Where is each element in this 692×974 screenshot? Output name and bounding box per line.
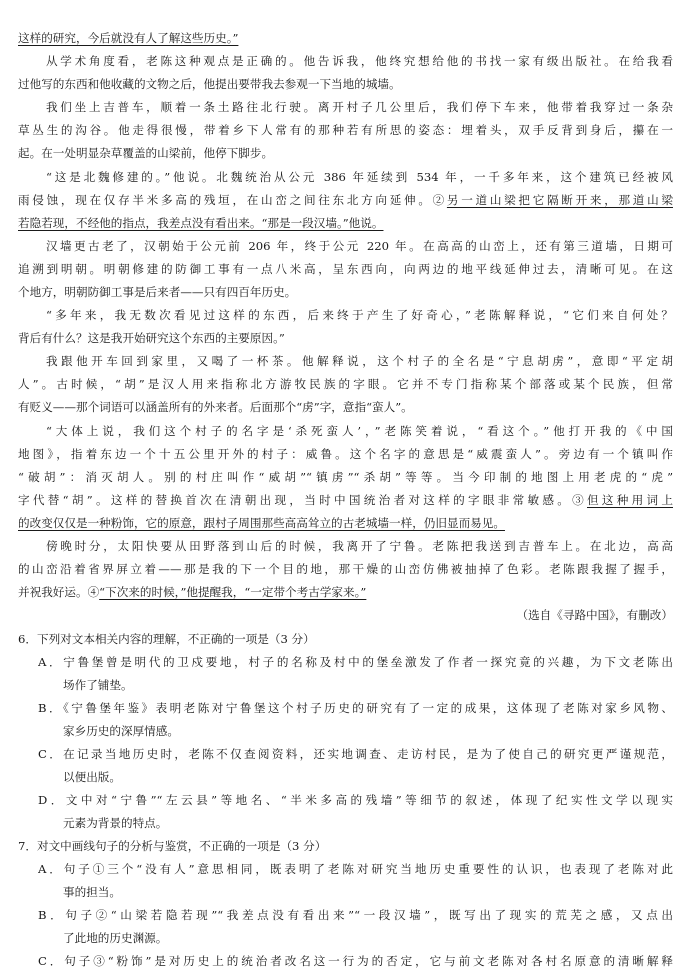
passage-line: 草丛生的沟谷。他走得很慢，带着乡下人常有的那种若有所思的姿态：埋着头，双手反背到身后，攥在一 [18, 123, 673, 137]
passage-line: 傍晚时分，太阳快要从田野落到山后的时候，我离开了宁鲁。老陈把我送到吉普车上。在北边，高高 [46, 539, 673, 553]
underlined-sentence-3: 但这种用词上 [587, 493, 673, 507]
source-citation: （选自《寻路中国》，有删改） [516, 608, 673, 622]
passage-line: “大体上说，我们这个村子的名字是‘杀死蛮人’，”老陈笑着说，“看这个。”他打开我的《中国 [46, 424, 673, 438]
question-7-option-b: B．句子②“山梁若隐若现”“我差点没有看出来”“一段汉墙”，既写出了现实的荒芜之感，又点出 [38, 908, 673, 922]
underlined-sentence-4: “下次来的时候，”他提醒我，“一定带个考古学家来。” [99, 585, 367, 599]
underlined-sentence-3: 的改变仅仅是一种粉饰，它的原意，跟村子周围那些高高耸立的古老城墙一样，仍旧显而易见。 [18, 516, 505, 530]
passage-line: 追溯到明朝。明朝修建的防御工事有一点八米高，呈东西向，向两边的地平线延伸过去，清晰可见。在这 [18, 262, 673, 276]
passage-line: 的山峦沿着省界屏立着——那是我的下一个目的地，那干燥的山峦仿佛被抽掉了色彩。老陈跟我握了握手， [18, 562, 673, 576]
question-6-option-b: B．《宁鲁堡年鉴》表明老陈对宁鲁堡这个村子历史的研究有了一定的成果，这体现了老陈对家乡风物、 [38, 701, 673, 715]
passage-line: 我跟他开车回到家里，又喝了一杯茶。他解释说，这个村子的全名是“宁息胡虏”，意即“平定胡 [46, 354, 673, 368]
passage-line: 汉墙更古老了，汉朝始于公元前 206 年，终于公元 220 年。在高高的山峦上，还有第三道墙，日期可 [46, 239, 673, 253]
question-6-option-b-cont: 家乡历史的深厚情感。 [63, 724, 179, 738]
underlined-sentence-2: 若隐若现，不经他的指点，我差点没有看出来。“那是一段汉墙。”他说。 [18, 216, 384, 230]
passage-line: 地图》，指着东边一个十五公里开外的村子：威鲁。这个名字的意思是“威震蛮人”。旁边有一个镇叫作 [18, 447, 673, 461]
question-6-option-c: C．在记录当地历史时，老陈不仅查阅资料，还实地调查、走访村民，是为了使自己的研究更严谨规范， [38, 747, 673, 761]
question-6-stem: 6．下列对文本相关内容的理解，不正确的一项是（3 分） [18, 632, 315, 646]
passage-line: 个地方，明朝防御工事是后来者——只有四百年历史。 [18, 285, 297, 299]
passage-line [18, 512, 673, 536]
question-7-option-b-cont: 了此地的历史渊源。 [63, 931, 168, 945]
question-6-option-c-cont: 以便出版。 [63, 770, 121, 784]
passage-line: 起。在一处明显杂草覆盖的山梁前，他停下脚步。 [18, 146, 274, 160]
question-7-option-c: C．句子③“粉饰”是对历史上的统治者改名这一行为的否定，它与前文老陈对各村名原意的清晰解释 [38, 954, 673, 968]
passage-line [18, 212, 673, 236]
passage-line: 雨侵蚀，现在仅存半米多高的残垣，在山峦之间往东北方向延伸。②另一道山梁把它隔断开来，那道山梁 [18, 193, 673, 207]
question-6-option-d: D．文中对“宁鲁”“左云县”等地名、“半米多高的残墙”等细节的叙述，体现了纪实性文学以现实 [38, 793, 673, 807]
passage-line: 人”。古时候，“胡”是汉人用来指称北方游牧民族的字眼。它并不专门指称某个部落或某个民族，但常 [18, 377, 673, 391]
passage-line: 有贬义——那个词语可以涵盖所有的外来者。后面那个“虏”字，意指“蛮人”。 [18, 400, 413, 414]
passage-line: 这样的研究，今后就没有人了解这些历史。” [18, 31, 239, 45]
passage-line: 我们坐上吉普车，顺着一条土路往北行驶。离开村子几公里后，我们停下车来，他带着我穿过一条杂 [46, 100, 673, 114]
passage-line: 从学术角度看，老陈这种观点是正确的。他告诉我，他终究想给他的书找一家有级出版社。在给我看 [46, 54, 673, 68]
question-7-option-a: A．句子①三个“没有人”意思相同，既表明了老陈对研究当地历史重要性的认识，也表现了老陈对此 [38, 862, 673, 876]
question-6-option-a: A．宁鲁堡曾是明代的卫戍要地，村子的名称及村中的堡垒激发了作者一探究竟的兴趣，为下文老陈出 [38, 655, 673, 669]
passage-line: 过他写的东西和他收藏的文物之后，他提出要带我去参观一下当地的城墙。 [18, 77, 401, 91]
underlined-sentence-2: 另一道山梁把它隔断开来，那道山梁 [446, 193, 673, 207]
question-7-stem: 7．对文中画线句子的分析与鉴赏，不正确的一项是（3 分） [18, 839, 327, 853]
passage-line: “破胡”：消灭胡人。别的村庄叫作“威胡”“镇虏”“杀胡”等等。当今印制的地图上用老虎的“虎” [18, 470, 673, 484]
passage-line: 字代替“胡”。这样的替换首次在清朝出现，当时中国统治者对这样的字眼非常敏感。③但这种用词上 [18, 493, 673, 507]
passage-line: 背后有什么？这是我开始研究这个东西的主要原因。” [18, 331, 285, 345]
question-6-option-d-cont: 元素为背景的特点。 [63, 816, 168, 830]
passage-line: “这是北魏修建的。”他说。北魏统治从公元 386 年延续到 534 年，一千多年来，这个建筑已经被风 [46, 170, 673, 184]
passage-line: “多年来，我无数次看见过这样的东西，后来终于产生了好奇心，”老陈解释说，“它们来自何处？ [46, 308, 673, 322]
question-7-option-a-cont: 事的担当。 [63, 885, 121, 899]
question-6-option-a-cont: 场作了铺垫。 [63, 678, 133, 692]
passage-line: 并祝我好运。④“下次来的时候，”他提醒我，“一定带个考古学家来。” [18, 585, 367, 599]
